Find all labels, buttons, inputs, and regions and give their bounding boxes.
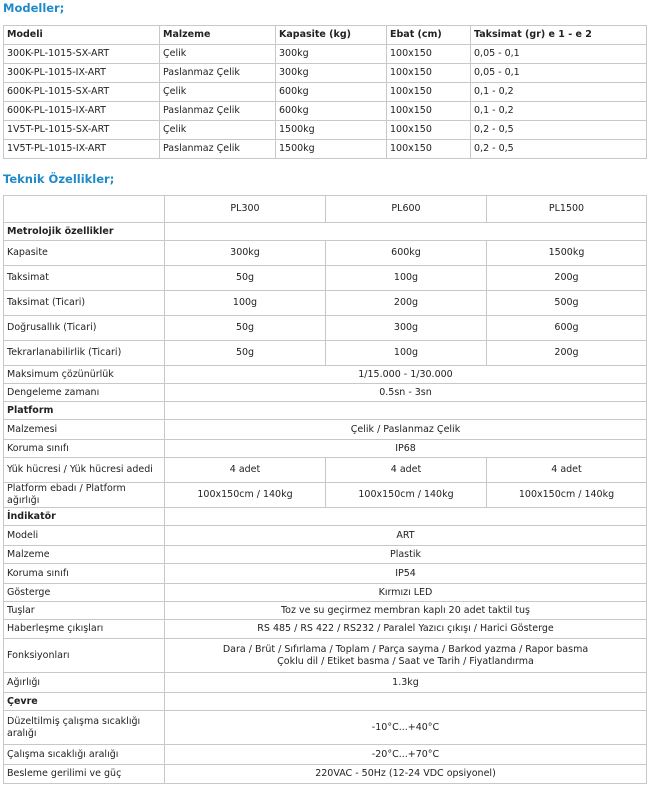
table-cell: ART bbox=[165, 526, 647, 546]
table-row bbox=[4, 121, 647, 140]
table-cell: -10°C...+40°C bbox=[165, 711, 647, 745]
col-header: Malzeme bbox=[160, 26, 276, 45]
col-header: PL1500 bbox=[487, 196, 647, 223]
specs-header-row bbox=[4, 196, 647, 223]
specs-table bbox=[3, 195, 647, 784]
section-title: Platform bbox=[4, 402, 165, 420]
table-cell: 600K-PL-1015-SX-ART bbox=[4, 83, 160, 102]
row-label: Koruma sınıfı bbox=[4, 440, 165, 458]
table-row bbox=[4, 620, 647, 639]
table-row bbox=[4, 384, 647, 402]
row-label: Yük hücresi / Yük hücresi adedi bbox=[4, 458, 165, 483]
row-label: Dengeleme zamanı bbox=[4, 384, 165, 402]
table-cell: Paslanmaz Çelik bbox=[160, 102, 276, 121]
table-row bbox=[4, 765, 647, 784]
table-cell: Kırmızı LED bbox=[165, 584, 647, 602]
table-cell: 50g bbox=[165, 341, 326, 366]
functions-line-2: Çoklu dil / Etiket basma / Saat ve Tarih / Fiyatlandırma bbox=[277, 655, 534, 667]
specs-heading: Teknik Özellikler; bbox=[3, 172, 115, 186]
table-cell: -20°C...+70°C bbox=[165, 745, 647, 765]
table-row bbox=[4, 83, 647, 102]
row-label: Ağırlığı bbox=[4, 673, 165, 693]
table-cell: 300kg bbox=[276, 64, 387, 83]
table-row bbox=[4, 64, 647, 83]
row-label: Malzeme bbox=[4, 546, 165, 564]
table-cell: 500g bbox=[487, 291, 647, 316]
section-row bbox=[4, 693, 647, 711]
table-row bbox=[4, 546, 647, 564]
table-cell: 0,05 - 0,1 bbox=[471, 45, 647, 64]
row-label: Taksimat (Ticari) bbox=[4, 291, 165, 316]
empty-cell bbox=[165, 508, 647, 526]
table-cell: 100x150cm / 140kg bbox=[487, 483, 647, 508]
table-cell: 600kg bbox=[326, 241, 487, 266]
table-cell: 4 adet bbox=[487, 458, 647, 483]
row-label: Gösterge bbox=[4, 584, 165, 602]
col-header: Ebat (cm) bbox=[387, 26, 471, 45]
table-cell: Plastik bbox=[165, 546, 647, 564]
table-cell: 300K-PL-1015-IX-ART bbox=[4, 64, 160, 83]
table-cell: 300K-PL-1015-SX-ART bbox=[4, 45, 160, 64]
models-heading: Modeller; bbox=[3, 1, 65, 15]
table-row bbox=[4, 458, 647, 483]
empty-cell bbox=[165, 693, 647, 711]
models-header-row bbox=[4, 26, 647, 45]
row-label: Kapasite bbox=[4, 241, 165, 266]
table-cell: 1V5T-PL-1015-SX-ART bbox=[4, 121, 160, 140]
empty-cell bbox=[4, 196, 165, 223]
table-row bbox=[4, 745, 647, 765]
table-row bbox=[4, 440, 647, 458]
table-cell: 0,1 - 0,2 bbox=[471, 102, 647, 121]
section-title: Çevre bbox=[4, 693, 165, 711]
table-row bbox=[4, 140, 647, 159]
section-title: İndikatör bbox=[4, 508, 165, 526]
row-label: Maksimum çözünürlük bbox=[4, 366, 165, 384]
table-cell: 600g bbox=[487, 316, 647, 341]
table-cell: 1.3kg bbox=[165, 673, 647, 693]
table-row bbox=[4, 584, 647, 602]
functions-line-1: Dara / Brüt / Sıfırlama / Toplam / Parça sayma / Barkod yazma / Rapor basma bbox=[222, 643, 589, 655]
table-cell: 100x150cm / 140kg bbox=[165, 483, 326, 508]
col-header: Kapasite (kg) bbox=[276, 26, 387, 45]
table-row bbox=[4, 673, 647, 693]
table-row bbox=[4, 526, 647, 546]
table-cell: 100g bbox=[326, 266, 487, 291]
table-row bbox=[4, 241, 647, 266]
table-cell: 4 adet bbox=[165, 458, 326, 483]
table-row bbox=[4, 639, 647, 673]
table-row bbox=[4, 316, 647, 341]
table-cell: 100g bbox=[326, 341, 487, 366]
table-cell: 0,05 - 0,1 bbox=[471, 64, 647, 83]
table-cell: IP54 bbox=[165, 564, 647, 584]
table-cell: 1500kg bbox=[276, 121, 387, 140]
table-cell: 0,1 - 0,2 bbox=[471, 83, 647, 102]
table-cell: 220VAC - 50Hz (12-24 VDC opsiyonel) bbox=[165, 765, 647, 784]
table-row bbox=[4, 291, 647, 316]
section-row bbox=[4, 223, 647, 241]
col-header: Taksimat (gr) e 1 - e 2 bbox=[471, 26, 647, 45]
table-row bbox=[4, 711, 647, 745]
table-cell: 100x150 bbox=[387, 121, 471, 140]
table-cell: 100x150 bbox=[387, 64, 471, 83]
table-row bbox=[4, 602, 647, 620]
table-cell: Paslanmaz Çelik bbox=[160, 140, 276, 159]
table-cell: 0.5sn - 3sn bbox=[165, 384, 647, 402]
table-cell: 50g bbox=[165, 266, 326, 291]
empty-cell bbox=[165, 223, 647, 241]
row-label: Haberleşme çıkışları bbox=[4, 620, 165, 639]
table-cell: 200g bbox=[487, 266, 647, 291]
table-cell: 100x150 bbox=[387, 140, 471, 159]
table-cell: 200g bbox=[487, 341, 647, 366]
models-table bbox=[3, 25, 647, 159]
table-cell: 600K-PL-1015-IX-ART bbox=[4, 102, 160, 121]
col-header: Modeli bbox=[4, 26, 160, 45]
table-cell: 1/15.000 - 1/30.000 bbox=[165, 366, 647, 384]
table-row bbox=[4, 366, 647, 384]
row-label: Çalışma sıcaklığı aralığı bbox=[4, 745, 165, 765]
row-label: Tekrarlanabilirlik (Ticari) bbox=[4, 341, 165, 366]
row-label: Taksimat bbox=[4, 266, 165, 291]
row-label: Malzemesi bbox=[4, 420, 165, 440]
col-header: PL300 bbox=[165, 196, 326, 223]
row-label: Tuşlar bbox=[4, 602, 165, 620]
row-label: Düzeltilmiş çalışma sıcaklığı aralığı bbox=[4, 711, 165, 745]
row-label: Doğrusallık (Ticari) bbox=[4, 316, 165, 341]
table-cell bbox=[165, 639, 647, 673]
table-row bbox=[4, 266, 647, 291]
table-cell: 50g bbox=[165, 316, 326, 341]
table-cell: 100x150cm / 140kg bbox=[326, 483, 487, 508]
empty-cell bbox=[165, 402, 647, 420]
section-row bbox=[4, 508, 647, 526]
row-label: Besleme gerilimi ve güç bbox=[4, 765, 165, 784]
table-cell: 100x150 bbox=[387, 83, 471, 102]
section-title: Metrolojik özellikler bbox=[4, 223, 165, 241]
table-cell: 0,2 - 0,5 bbox=[471, 140, 647, 159]
table-row bbox=[4, 564, 647, 584]
table-cell: Çelik bbox=[160, 45, 276, 64]
table-cell: 0,2 - 0,5 bbox=[471, 121, 647, 140]
table-cell: 1500kg bbox=[276, 140, 387, 159]
table-cell: Toz ve su geçirmez membran kaplı 20 adet taktil tuş bbox=[165, 602, 647, 620]
table-cell: Çelik bbox=[160, 83, 276, 102]
table-cell: 100x150 bbox=[387, 102, 471, 121]
table-cell: 1500kg bbox=[487, 241, 647, 266]
col-header: PL600 bbox=[326, 196, 487, 223]
table-cell: 300kg bbox=[276, 45, 387, 64]
section-row bbox=[4, 402, 647, 420]
row-label: Platform ebadı / Platform ağırlığı bbox=[4, 483, 165, 508]
table-cell: 100x150 bbox=[387, 45, 471, 64]
table-cell: 100g bbox=[165, 291, 326, 316]
table-cell: Paslanmaz Çelik bbox=[160, 64, 276, 83]
table-cell: 4 adet bbox=[326, 458, 487, 483]
table-row bbox=[4, 45, 647, 64]
table-cell: IP68 bbox=[165, 440, 647, 458]
row-label: Koruma sınıfı bbox=[4, 564, 165, 584]
row-label: Modeli bbox=[4, 526, 165, 546]
table-cell: Çelik bbox=[160, 121, 276, 140]
table-cell: 1V5T-PL-1015-IX-ART bbox=[4, 140, 160, 159]
table-cell: 300g bbox=[326, 316, 487, 341]
table-row bbox=[4, 483, 647, 508]
table-cell: 600kg bbox=[276, 83, 387, 102]
table-cell: 200g bbox=[326, 291, 487, 316]
row-label: Fonksiyonları bbox=[4, 639, 165, 673]
table-row bbox=[4, 341, 647, 366]
table-cell: 300kg bbox=[165, 241, 326, 266]
table-cell: 600kg bbox=[276, 102, 387, 121]
table-row bbox=[4, 420, 647, 440]
table-cell: Çelik / Paslanmaz Çelik bbox=[165, 420, 647, 440]
table-row bbox=[4, 102, 647, 121]
table-cell: RS 485 / RS 422 / RS232 / Paralel Yazıcı çıkışı / Harici Gösterge bbox=[165, 620, 647, 639]
